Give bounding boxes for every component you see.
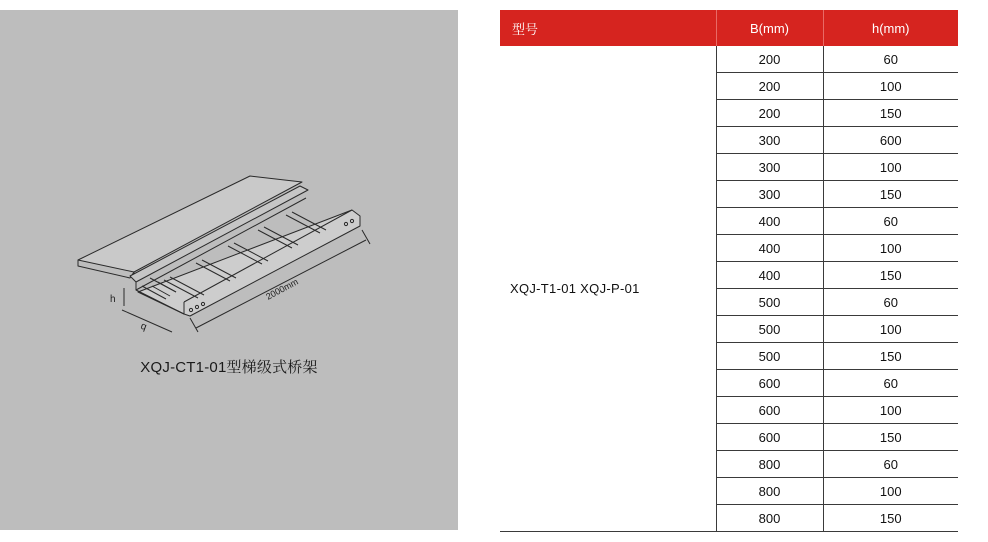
h-value-cell: 60 — [823, 451, 958, 478]
b-value-cell: 600 — [716, 370, 823, 397]
product-illustration-panel — [0, 10, 458, 530]
table-header-row — [500, 10, 958, 46]
header-model: 型号 — [500, 10, 716, 46]
model-cell: XQJ-T1-01 XQJ-P-01 — [500, 46, 716, 532]
b-value-cell: 500 — [716, 343, 823, 370]
width-dimension-label: b — [139, 320, 149, 333]
h-value-cell: 150 — [823, 505, 958, 532]
b-value-cell: 300 — [716, 154, 823, 181]
b-value-cell: 500 — [716, 289, 823, 316]
h-value-cell: 100 — [823, 154, 958, 181]
b-value-cell: 400 — [716, 235, 823, 262]
b-value-cell: 200 — [716, 73, 823, 100]
h-value-cell: 150 — [823, 262, 958, 289]
h-value-cell: 600 — [823, 127, 958, 154]
h-value-cell: 150 — [823, 343, 958, 370]
b-value-cell: 500 — [716, 316, 823, 343]
h-value-cell: 60 — [823, 208, 958, 235]
b-value-cell: 400 — [716, 208, 823, 235]
h-value-cell: 150 — [823, 424, 958, 451]
height-dimension-label: h — [110, 294, 116, 305]
b-value-cell: 300 — [716, 181, 823, 208]
h-value-cell: 100 — [823, 73, 958, 100]
b-value-cell: 400 — [716, 262, 823, 289]
b-value-cell: 800 — [716, 478, 823, 505]
h-value-cell: 60 — [823, 289, 958, 316]
h-value-cell: 60 — [823, 46, 958, 73]
h-value-cell: 100 — [823, 478, 958, 505]
b-value-cell: 800 — [716, 505, 823, 532]
header-b: B(mm) — [716, 10, 823, 46]
h-value-cell: 150 — [823, 100, 958, 127]
h-value-cell: 100 — [823, 397, 958, 424]
h-value-cell: 100 — [823, 316, 958, 343]
length-dimension-label: 2000mm — [264, 276, 300, 302]
table-row — [500, 46, 958, 73]
table-body — [500, 46, 958, 532]
h-value-cell: 60 — [823, 370, 958, 397]
b-value-cell: 800 — [716, 451, 823, 478]
b-value-cell: 200 — [716, 46, 823, 73]
b-value-cell: 300 — [716, 127, 823, 154]
specification-table — [500, 10, 958, 532]
ladder-cable-tray-drawing — [0, 10, 458, 530]
h-value-cell: 100 — [823, 235, 958, 262]
b-value-cell: 600 — [716, 397, 823, 424]
figure-caption: XQJ-CT1-01型梯级式桥架 — [140, 359, 318, 376]
header-h: h(mm) — [823, 10, 958, 46]
h-value-cell: 150 — [823, 181, 958, 208]
b-value-cell: 600 — [716, 424, 823, 451]
b-value-cell: 200 — [716, 100, 823, 127]
